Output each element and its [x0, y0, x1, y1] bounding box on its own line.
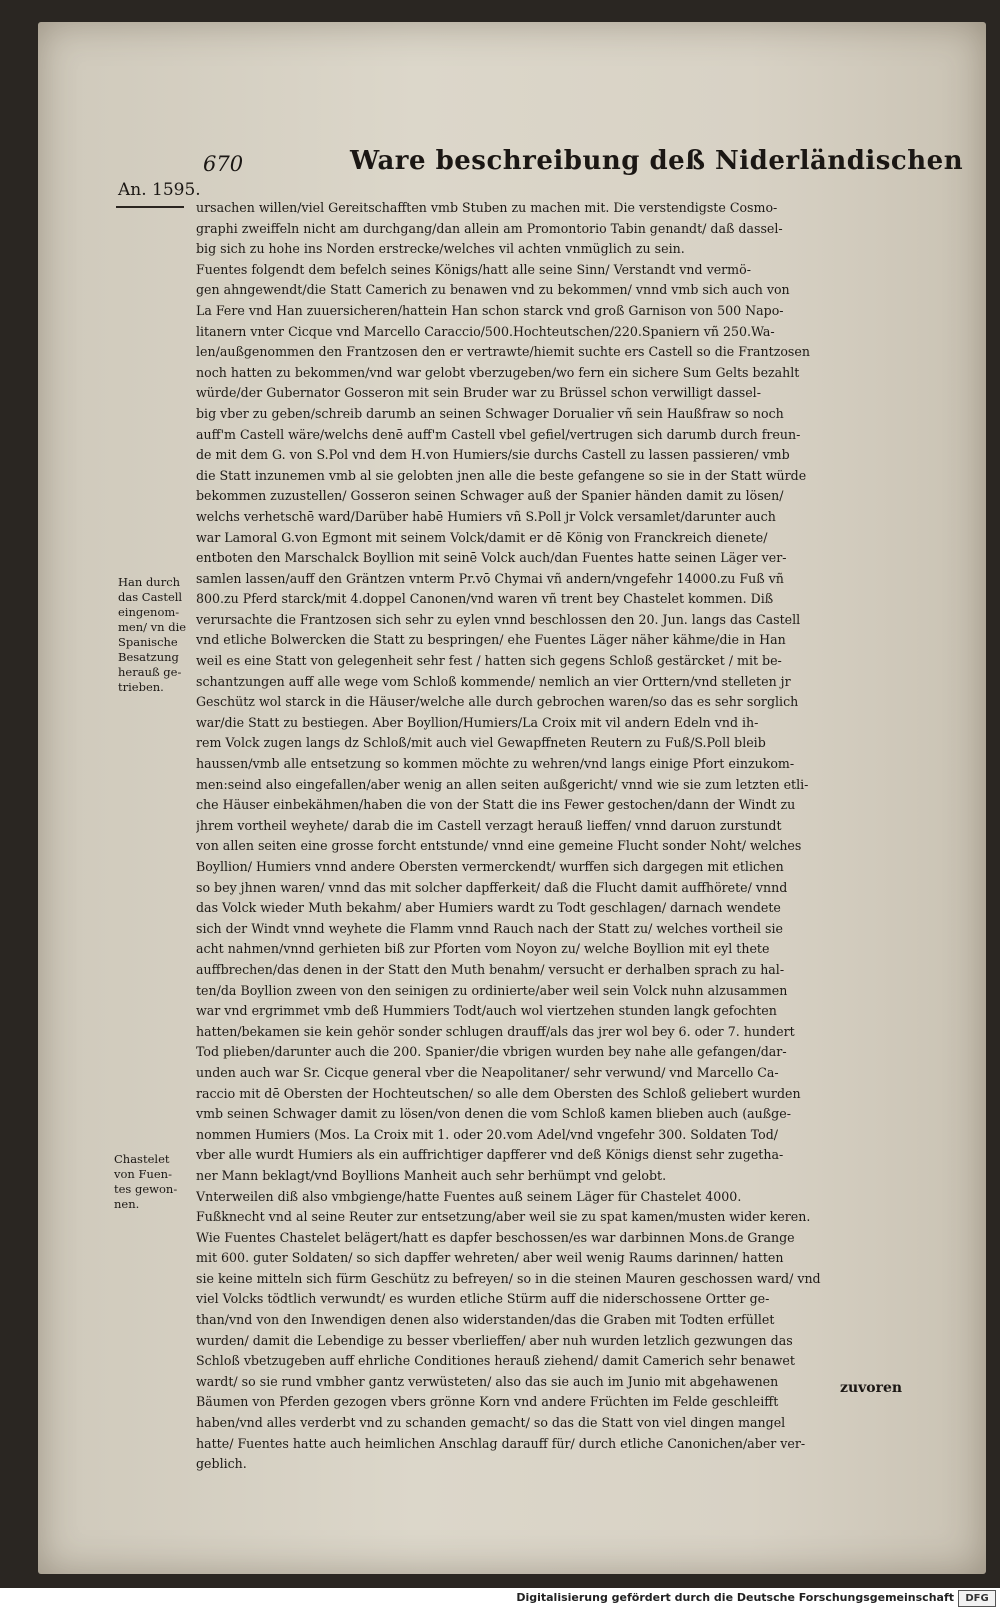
text-line: noch hatten zu bekommen/vnd war gelobt vberzugeben/wo fern ein sichere Sum Gelts bezahlt — [196, 364, 800, 380]
text-line: Fuentes folgendt dem befelch seines Königs/hatt alle seine Sinn/ Verstandt vnd vermö- — [196, 261, 751, 277]
text-line: hatten/bekamen sie kein gehör sonder schlugen drauff/als das jrer wol bey 6. oder 7. hundert — [196, 1023, 795, 1039]
text-line: mit 600. guter Soldaten/ so sich dapffer wehreten/ aber weil wenig Raums darinnen/ hatten — [196, 1250, 784, 1266]
text-line: Wie Fuentes Chastelet belägert/hatt es dapfer beschossen/es war darbinnen Mons.de Grange — [196, 1229, 795, 1245]
text-line: auff'm Castell wäre/welchs denē auff'm Castell vbel gefiel/vertrugen sich darumb durch freun- — [196, 426, 801, 442]
text-line: vmb seinen Schwager damit zu lösen/von denen die vom Schloß kamen blieben auch (außge- — [196, 1106, 791, 1122]
text-line: haussen/vmb alle entsetzung so kommen möchte zu wehren/vnd langs einige Pfort einzukom- — [196, 756, 795, 772]
text-line: ten/da Boyllion zween von den seinigen zu ordinierte/aber weil sein Volck nuhn alzusammen — [196, 982, 788, 998]
text-line: raccio mit dē Obersten der Hochteutschen/ so alle dem Obersten des Schloß geliebert wurden — [196, 1085, 801, 1101]
text-line: Geschütz wol starck in die Häuser/welche alle durch gebrochen waren/so das es sehr sorglich — [196, 694, 799, 710]
funding-credit: Digitalisierung gefördert durch die Deutsche Forschungsgemeinschaft — [516, 1591, 954, 1604]
text-line: vnd etliche Bolwercken die Statt zu bespringen/ ehe Fuentes Läger näher kähme/die in Han — [196, 632, 786, 648]
text-line: ner Mann beklagt/vnd Boyllions Manheit auch sehr berhümpt vnd gelobt. — [196, 1167, 667, 1183]
footer-bar — [0, 1588, 1000, 1609]
text-line: 800.zu Pferd starck/mit 4.doppel Canonen/vnd waren vñ trent bey Chastelet kommen. Diß — [196, 591, 774, 607]
margin-note: Han durch das Castell eingenom- men/ vn die Spanische Besatzung herauß ge- trieben. — [118, 575, 187, 694]
text-line: sie keine mitteln sich fürm Geschütz zu befreyen/ so in die steinen Mauren geschossen ward/ vnd — [196, 1270, 821, 1286]
running-title: Ware beschreibung deß Niderländischen — [350, 146, 964, 176]
text-line: schantzungen auff alle wege vom Schloß kommende/ nemlich an vier Orttern/vnd stelleten jr — [196, 673, 791, 689]
text-line: so bey jhnen waren/ vnnd das mit solcher dapfferkeit/ daß die Flucht damit auffhörete/ vnnd — [196, 879, 788, 895]
text-line: war vnd ergrimmet vmb deß Hummiers Todt/auch wol viertzehen stunden langk gefochten — [196, 1003, 777, 1019]
text-line: verursachte die Frantzosen sich sehr zu eylen vnnd beschlossen den 20. Jun. langs das Castell — [196, 611, 801, 627]
text-line: Fußknecht vnd al seine Reuter zur entsetzung/aber weil sie zu spat kamen/musten wider keren. — [196, 1209, 811, 1225]
text-line: rem Volck zugen langs dz Schloß/mit auch viel Gewapffneten Reutern zu Fuß/S.Poll bleib — [196, 735, 766, 751]
text-line: weil es eine Statt von gelegenheit sehr fest / hatten sich gegens Schloß gestärcket / mit be- — [196, 653, 782, 669]
text-line: graphi zweiffeln nicht am durchgang/dan allein am Promontorio Tabin genandt/ daß dassel- — [196, 220, 783, 236]
text-line: auffbrechen/das denen in der Statt den Muth benahm/ versucht er derhalben sprach zu hal- — [196, 961, 785, 977]
text-line: Vnterweilen diß also vmbgienge/hatte Fuentes auß seinem Läger für Chastelet 4000. — [196, 1188, 742, 1204]
main-text-block — [196, 198, 916, 1475]
text-line: geblich. — [196, 1456, 247, 1472]
text-line: Boyllion/ Humiers vnnd andere Obersten vermerckendt/ wurffen sich dargegen mit etlichen — [196, 859, 784, 874]
text-line: jhrem vortheil weyhete/ darab die im Castell verzagt herauß lieffen/ vnnd daruon zurstundt — [196, 817, 782, 833]
text-line: litanern vnter Cicque vnd Marcello Caraccio/500.Hochteutschen/220.Spaniern vñ 250.Wa- — [196, 323, 775, 339]
text-line: samlen lassen/auff den Gräntzen vnterm Pr.vō Chymai vñ andern/vngefehr 14000.zu Fuß vñ — [196, 570, 784, 586]
margin-note: Chastelet von Fuen- tes gewon- nen. — [114, 1152, 178, 1211]
text-line: hatte/ Fuentes hatte auch heimlichen Anschlag darauff für/ durch etliche Canonichen/aber ver- — [196, 1435, 806, 1451]
text-line: war Lamoral G.von Egmont mit seinem Volck/damit er dē König von Franckreich dienete/ — [196, 529, 768, 545]
text-line: Schloß vbetzugeben auff ehrliche Conditiones herauß ziehend/ damit Camerich sehr benawet — [196, 1353, 795, 1369]
text-line: ursachen willen/viel Gereitschafften vmb Stuben zu machen mit. Die verstendigste Cosmo- — [196, 200, 778, 215]
text-line: wurden/ damit die Lebendige zu besser vberlieffen/ aber nuh wurden letzlich gezwungen das — [196, 1332, 793, 1348]
text-line: bekommen zuzustellen/ Gosseron seinen Schwager auß der Spanier händen damit zu lösen/ — [196, 488, 784, 504]
text-line: die Statt inzunemen vmb al sie gelobten jnen alle die beste gefangene so sie in der Statt würde — [196, 467, 807, 483]
text-line: che Häuser einbekähmen/haben die von der Statt die ins Fewer gestochen/dann der Windt zu — [196, 797, 796, 813]
text-line: big vber zu geben/schreib darumb an seinen Schwager Dorualier vñ sein Haußfraw so noch — [196, 405, 784, 421]
text-line: gen ahngewendt/die Statt Camerich zu benawen vnd zu bekommen/ vnnd vmb sich auch von — [196, 282, 790, 298]
text-line: haben/vnd alles verderbt vnd zu schanden gemacht/ so das die Statt von viel dingen mangel — [196, 1415, 786, 1431]
text-line: war/die Statt zu bestiegen. Aber Boyllion/Humiers/La Croix mit vil andern Edeln vnd ih- — [196, 714, 759, 730]
text-line: big sich zu hohe ins Norden erstrecke/welches vil achten vnmüglich zu sein. — [196, 241, 685, 257]
text-line: than/vnd von den Inwendigen denen also widerstanden/das die Graben mit Todten erfüllet — [196, 1312, 775, 1328]
text-line: men:seind also eingefallen/aber wenig an allen seiten außgericht/ vnnd wie sie zum letzten etli- — [196, 776, 809, 792]
dfg-logo: DFG — [958, 1590, 996, 1607]
text-line: acht nahmen/vnnd gerhieten biß zur Pforten vom Noyon zu/ welche Boyllion mit eyl thete — [196, 941, 770, 957]
text-line: wardt/ so sie rund vmbher gantz verwüsteten/ also das sie auch im Junio mit abgehawenen — [196, 1373, 779, 1389]
margin-year: An. 1595. — [118, 180, 201, 200]
text-line: viel Volcks tödtlich verwundt/ es wurden etliche Stürm auff die niderschossene Ortter ge- — [196, 1291, 770, 1307]
text-line: welchs verhetschē ward/Darüber habē Humiers vñ S.Poll jr Volck versamlet/darunter auch — [196, 508, 776, 524]
text-line: len/außgenommen den Frantzosen den er vertrawte/hiemit suchte ers Castell so die Frantzosen — [196, 344, 810, 360]
text-line: sich der Windt vnnd weyhete die Flamm vnnd Rauch nach der Statt zu/ welches vortheil sie — [196, 920, 784, 936]
text-line: würde/der Gubernator Gosseron mit sein Bruder war zu Brüssel schon verwilligt dassel- — [196, 385, 761, 401]
year-rule-divider — [116, 206, 184, 208]
text-line: Tod plieben/darunter auch die 200. Spanier/die vbrigen wurden bey nahe alle gefangen/dar- — [196, 1044, 787, 1060]
text-line: unden auch war Sr. Cicque general vber die Neapolitaner/ sehr verwund/ vnd Marcello Ca- — [196, 1064, 779, 1080]
text-line: von allen seiten eine grosse forcht entstunde/ vnnd eine gemeine Flucht sonder Noht/ welches — [196, 838, 802, 854]
text-line: vber alle wurdt Humiers als ein auffrichtiger dapfferer vnd deß Königs dienst sehr zugetha- — [196, 1147, 784, 1163]
text-line: das Volck wieder Muth bekahm/ aber Humiers wardt zu Todt geschlagen/ darnach wendete — [196, 900, 781, 916]
text-line: Bäumen von Pferden gezogen vbers grönne Korn vnd andere Früchten im Felde geschleifft — [196, 1394, 779, 1410]
catchword: zuvoren — [840, 1380, 903, 1396]
text-line: entboten den Marschalck Boyllion mit seinē Volck auch/dan Fuentes hatte seinen Läger ver- — [196, 550, 787, 566]
text-line: La Fere vnd Han zuuersicheren/hattein Han schon starck vnd groß Garnison von 500 Napo- — [196, 302, 784, 318]
text-line: de mit dem G. von S.Pol vnd dem H.von Humiers/sie durchs Castell zu lassen passieren/ vmb — [196, 447, 790, 463]
folio-number: 670 — [203, 152, 244, 176]
text-line: nommen Humiers (Mos. La Croix mit 1. oder 20.vom Adel/vnd vngefehr 300. Soldaten Tod/ — [196, 1126, 779, 1142]
